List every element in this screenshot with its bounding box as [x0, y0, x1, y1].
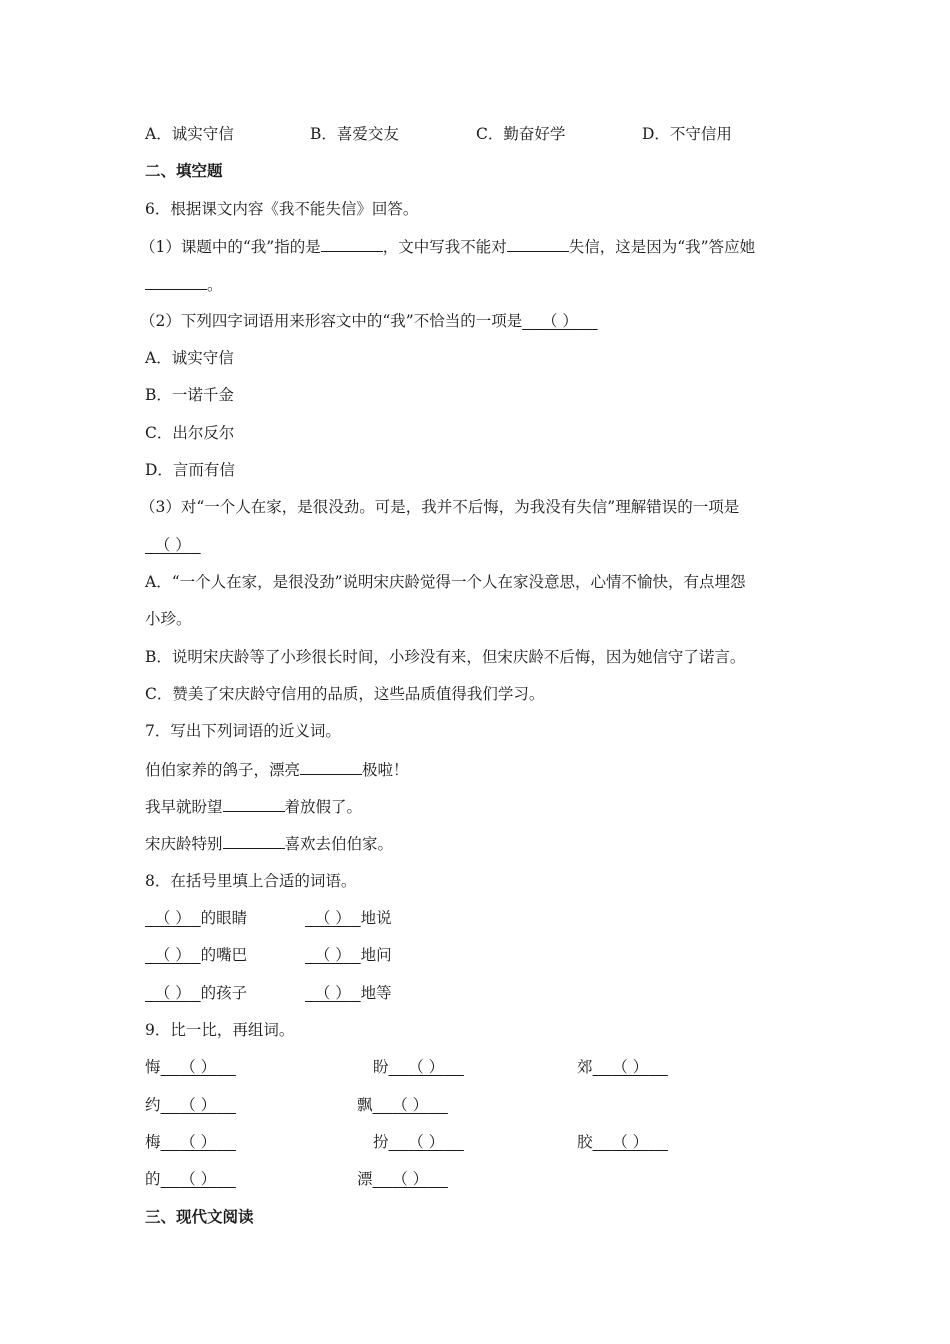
q7-sentence-2: 我早就盼望 着放假了。	[145, 798, 363, 816]
q8-item: （ ） 地说	[305, 908, 392, 928]
q8-item: （ ） 的眼睛	[145, 908, 247, 928]
q9-item: 的 （ ）	[145, 1169, 236, 1189]
q9-item: 胶 （ ）	[577, 1132, 668, 1152]
answer-paren-blank[interactable]: （ ）	[314, 909, 351, 927]
q9-item: 郊 （ ）	[577, 1057, 668, 1077]
answer-paren-blank[interactable]: （ ）	[314, 984, 351, 1002]
answer-blank[interactable]	[321, 236, 383, 252]
q6-option-d: D．言而有信	[145, 461, 235, 479]
answer-paren-blank[interactable]: （ ）	[154, 909, 191, 927]
q9-item: 盼 （ ）	[373, 1057, 464, 1077]
q5-option-a: A．诚实守信	[145, 125, 234, 143]
section-title-reading: 三、现代文阅读	[145, 1207, 254, 1226]
q6-part3-option-a-cont: 小珍。	[145, 610, 192, 628]
answer-blank[interactable]	[300, 759, 362, 775]
q8-item: （ ） 地问	[305, 945, 392, 965]
answer-paren-blank[interactable]: （ ）	[314, 946, 351, 964]
answer-blank[interactable]	[223, 796, 285, 812]
q9-item: 梅 （ ）	[145, 1132, 236, 1152]
section-title-fill-blank: 二、填空题	[145, 161, 223, 180]
answer-paren-blank[interactable]: （ ）	[154, 946, 191, 964]
q8-stem: 8．在括号里填上合适的词语。	[145, 872, 357, 890]
answer-paren-blank[interactable]: （ ）	[408, 1133, 445, 1151]
q6-stem: 6．根据课文内容《我不能失信》回答。	[145, 200, 419, 218]
q6-option-c: C．出尔反尔	[145, 424, 235, 442]
q9-item: 悔 （ ）	[145, 1057, 236, 1077]
q6-part3-answer	[145, 535, 201, 555]
answer-blank[interactable]	[223, 833, 285, 849]
q7-sentence-3: 宋庆龄特别 喜欢去伯伯家。	[145, 835, 394, 853]
answer-blank[interactable]	[507, 236, 569, 252]
q6-part3-option-c: C．赞美了宋庆龄守信用的品质，这些品质值得我们学习。	[145, 685, 545, 703]
q8-item: （ ） 的孩子	[145, 983, 247, 1003]
q6-part3: （3）对“一个人在家，是很没劲。可是，我并不后悔，为我没有失信”理解错误的一项是	[140, 498, 740, 516]
q5-option-b: B．喜爱交友	[310, 125, 399, 143]
answer-paren-blank[interactable]: （ ）	[180, 1058, 217, 1076]
q6-part1-cont: 。	[145, 274, 223, 295]
q9-item: 约 （ ）	[145, 1095, 236, 1115]
q6-part3-option-a: A．“一个人在家，是很没劲”说明宋庆龄觉得一个人在家没意思，心情不愉快，有点埋怨	[145, 573, 746, 591]
q5-option-c: C．勤奋好学	[476, 125, 566, 143]
answer-paren-blank[interactable]: （ ）	[180, 1133, 217, 1151]
answer-paren-blank[interactable]: （ ）	[180, 1170, 217, 1188]
answer-paren-blank[interactable]: （ ）	[408, 1058, 445, 1076]
answer-paren-blank[interactable]: （ ）	[180, 1096, 217, 1114]
q7-sentence-1: 伯伯家养的鸽子，漂亮 极啦！	[145, 761, 409, 779]
q8-item: （ ） 地等	[305, 983, 392, 1003]
q6-option-b: B．一诺千金	[145, 386, 234, 404]
answer-paren-blank[interactable]: （ ）	[392, 1170, 429, 1188]
answer-blank[interactable]	[145, 274, 207, 290]
q8-item: （ ） 的嘴巴	[145, 945, 247, 965]
q6-part3-option-b: B．说明宋庆龄等了小珍很长时间，小珍没有来，但宋庆龄不后悔，因为她信守了诺言。	[145, 648, 746, 666]
q7-stem: 7．写出下列词语的近义词。	[145, 722, 341, 740]
q9-item: 漂 （ ）	[357, 1169, 448, 1189]
q9-stem: 9．比一比，再组词。	[145, 1021, 295, 1039]
answer-paren-blank[interactable]: （ ）	[541, 312, 578, 330]
q5-option-d: D．不守信用	[642, 125, 732, 143]
answer-paren-blank[interactable]: （ ）	[612, 1133, 649, 1151]
answer-paren-blank[interactable]: （ ）	[154, 984, 191, 1002]
q6-part2: （2）下列四字词语用来形容文中的“我”不恰当的一项是 （ ）	[140, 311, 598, 331]
q9-item: 飘 （ ）	[357, 1095, 448, 1115]
answer-paren-blank[interactable]: （ ）	[154, 536, 191, 554]
q6-part1: （1）课题中的“我”指的是 ，文中写我不能对 失信，这是因为“我”答应她	[140, 238, 756, 256]
q6-option-a: A．诚实守信	[145, 349, 234, 367]
answer-paren-blank[interactable]: （ ）	[392, 1096, 429, 1114]
q9-item: 扮 （ ）	[373, 1132, 464, 1152]
answer-paren-blank[interactable]: （ ）	[612, 1058, 649, 1076]
